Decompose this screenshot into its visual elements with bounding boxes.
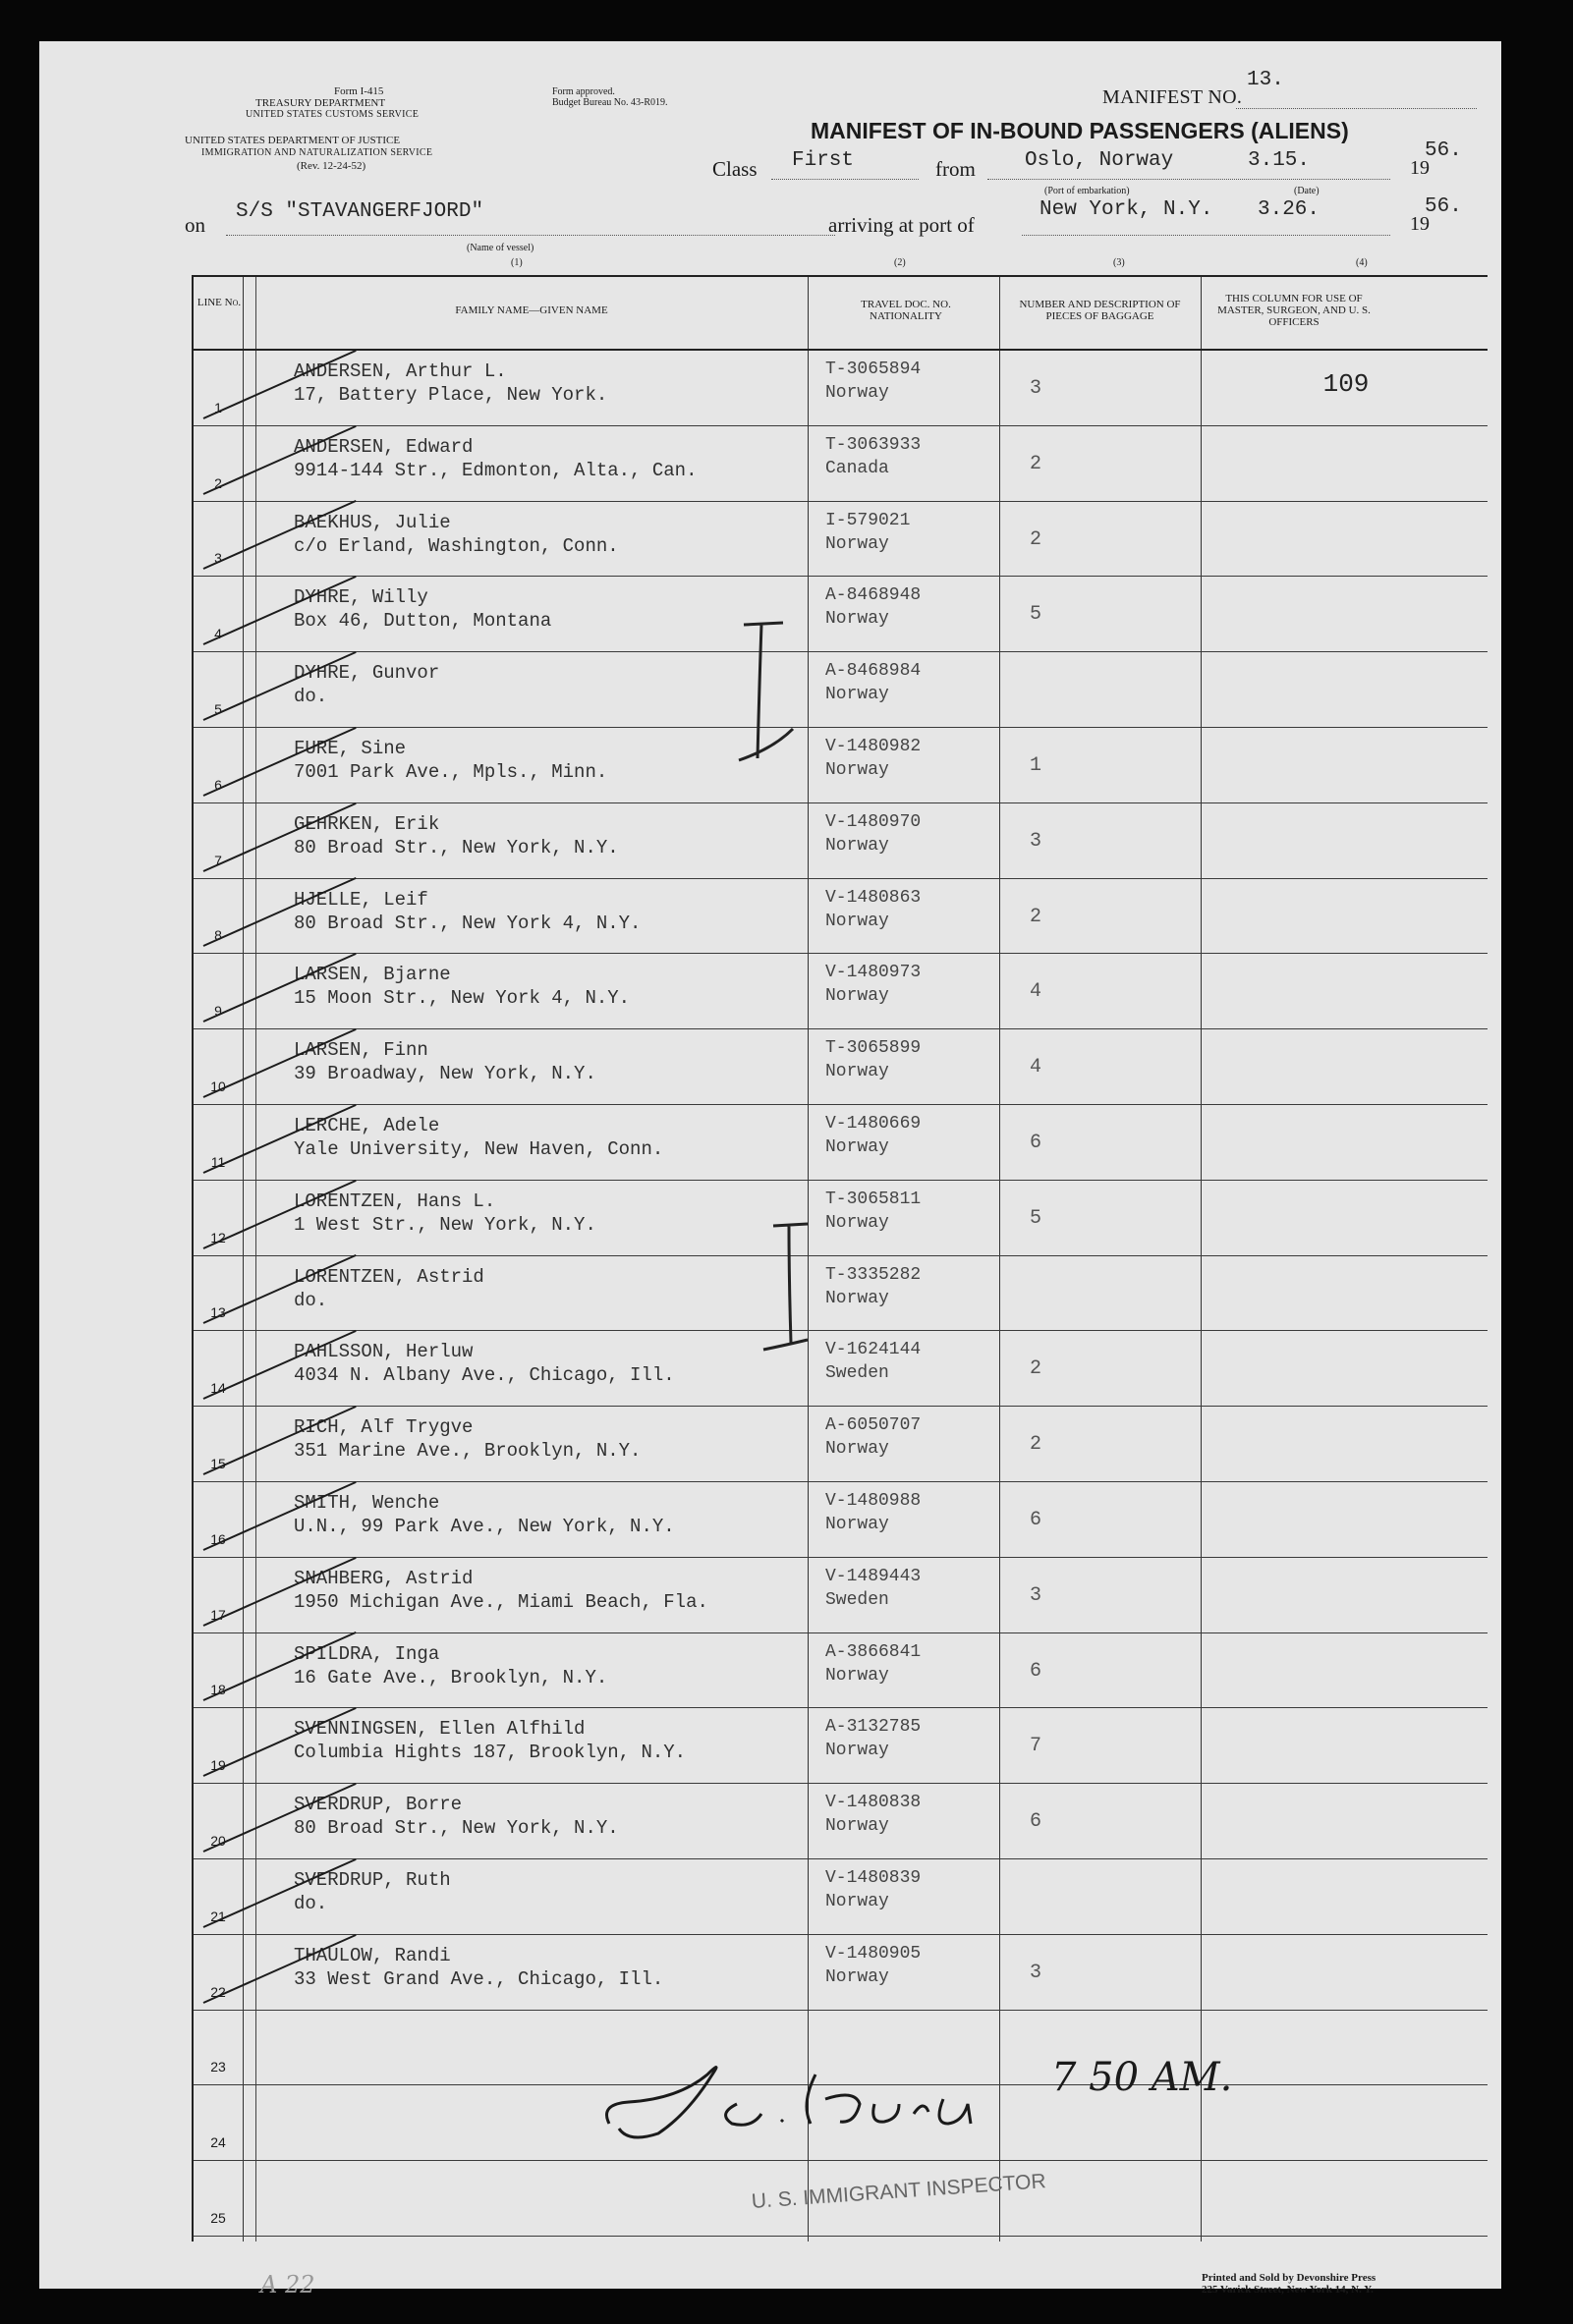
passenger-name: THAULOW, Randi: [294, 1944, 451, 1966]
travel-doc-number: V-1480988: [825, 1491, 922, 1511]
printer-line-2: 225 Varick Street, New York 14, N. Y.: [1202, 2284, 1374, 2296]
nationality: Norway: [825, 1439, 889, 1460]
handwritten-mark: [754, 1220, 822, 1357]
passenger-address: 9914-144 Str., Edmonton, Alta., Can.: [294, 459, 698, 481]
date-caption: (Date): [1294, 186, 1320, 196]
passenger-address: Yale University, New Haven, Conn.: [294, 1138, 664, 1160]
line-number: 11: [210, 1153, 226, 1170]
from-port: Oslo, Norway: [1025, 149, 1174, 172]
baggage-count: 6: [1029, 1509, 1041, 1531]
line-number: 19: [210, 1757, 226, 1774]
manifest-page: [39, 41, 1501, 2298]
table-row: [194, 1180, 1488, 1255]
class-label: Class: [712, 157, 758, 181]
table-row: [194, 802, 1488, 878]
table-row: [194, 1330, 1488, 1406]
passenger-address: 80 Broad Str., New York, N.Y.: [294, 1817, 619, 1840]
table-row: [194, 350, 1488, 425]
table-row: [194, 878, 1488, 954]
budget-bureau: Budget Bureau No. 43-R019.: [552, 97, 668, 108]
passenger-address: 17, Battery Place, New York.: [294, 384, 608, 406]
baggage-count: 2: [1029, 527, 1041, 551]
baggage-count: 2: [1029, 452, 1041, 475]
nationality: Canada: [825, 458, 889, 478]
col-num-2: (2): [894, 257, 906, 268]
baggage-count: 3: [1029, 829, 1041, 853]
passenger-address: Columbia Hights 187, Brooklyn, N.Y.: [294, 1742, 687, 1764]
manifest-title: MANIFEST OF IN-BOUND PASSENGERS (ALIENS): [811, 118, 1349, 143]
table-row: [194, 1557, 1488, 1632]
table-row: [194, 1104, 1488, 1180]
passenger-address: do.: [294, 686, 328, 708]
passenger-address: 351 Marine Ave., Brooklyn, N.Y.: [294, 1440, 642, 1463]
from-date: 3.15.: [1248, 149, 1311, 172]
passenger-address: Box 46, Dutton, Montana: [294, 610, 552, 633]
travel-doc-number: T-3065811: [825, 1189, 922, 1209]
baggage-count: 4: [1029, 980, 1041, 1004]
baggage-count: 1: [1029, 754, 1041, 777]
travel-doc-number: V-1480838: [825, 1793, 922, 1813]
travel-doc-number: V-1489443: [825, 1566, 922, 1586]
printer-line-1: Printed and Sold by Devonshire Press: [1202, 2272, 1376, 2284]
line-number: 5: [214, 700, 222, 717]
passenger-address: 39 Broadway, New York, N.Y.: [294, 1063, 596, 1085]
arrival-year-label: 19: [1410, 213, 1430, 235]
table-row: [194, 501, 1488, 577]
nationality: Sweden: [825, 1589, 889, 1610]
table-row: [194, 1632, 1488, 1708]
table-row: [194, 1783, 1488, 1858]
baggage-count: 2: [1029, 1433, 1041, 1457]
passenger-address: U.N., 99 Park Ave., New York, N.Y.: [294, 1516, 675, 1537]
header-travel-doc: TRAVEL DOC. NO. NATIONALITY: [861, 299, 951, 322]
arrival-port: New York, N.Y.: [1039, 198, 1213, 221]
travel-doc-number: A-8468948: [825, 585, 922, 606]
table-row: [194, 1858, 1488, 1934]
travel-doc-number: A-3132785: [825, 1717, 922, 1738]
passenger-address: do.: [294, 1289, 328, 1311]
port-embark-caption: (Port of embarkation): [1044, 186, 1130, 196]
inspector-signature: [590, 2045, 1022, 2143]
baggage-count: 6: [1029, 1132, 1041, 1154]
inspector-stamp: U. S. IMMIGRANT INSPECTOR: [751, 2170, 1047, 2213]
header-officers: THIS COLUMN FOR USE OF MASTER, SURGEON, AND U. S. OFFICERS: [1217, 293, 1371, 328]
travel-doc-number: T-3063933: [825, 434, 922, 455]
form-approved: Form approved.: [552, 86, 615, 97]
table-row: [194, 1934, 1488, 2010]
passenger-address: 80 Broad Str., New York, N.Y.: [294, 836, 619, 858]
table-row: [194, 651, 1488, 727]
passenger-address: 80 Broad Str., New York 4, N.Y.: [294, 912, 642, 934]
line-number: 10: [210, 1078, 226, 1094]
passenger-name: RICH, Alf Trygve: [294, 1416, 474, 1439]
line-number: 2: [214, 474, 222, 491]
passenger-name: SVERDRUP, Borre: [294, 1794, 463, 1816]
line-number: 9: [214, 1003, 222, 1020]
col-num-4: (4): [1356, 257, 1368, 268]
table-row: [194, 1028, 1488, 1104]
arriving-label: arriving at port of: [828, 213, 975, 237]
passenger-name: SNAHBERG, Astrid: [294, 1567, 474, 1589]
arrival-date: 3.26.: [1258, 198, 1320, 221]
customs-service: UNITED STATES CUSTOMS SERVICE: [246, 109, 420, 120]
passenger-address: 15 Moon Str., New York 4, N.Y.: [294, 987, 631, 1010]
header-baggage: NUMBER AND DESCRIPTION OF PIECES OF BAGGAGE: [1019, 299, 1181, 322]
travel-doc-number: V-1480905: [825, 1943, 922, 1964]
line-number: 1: [214, 399, 222, 415]
passenger-name: ANDERSEN, Arthur L.: [294, 360, 507, 382]
travel-doc-number: V-1480669: [825, 1114, 922, 1134]
line-number: 3: [214, 550, 222, 567]
corner-note: A 22: [260, 2271, 315, 2298]
travel-doc-number: V-1480970: [825, 811, 922, 832]
travel-doc-number: V-1480973: [825, 963, 922, 983]
passenger-name: LARSEN, Finn: [294, 1039, 428, 1062]
line-number: 4: [214, 626, 222, 642]
line-number: 8: [214, 927, 222, 944]
passenger-name: GEHRKEN, Erik: [294, 812, 440, 835]
nationality: Norway: [825, 1741, 889, 1761]
passenger-name: FURE, Sine: [294, 738, 407, 759]
line-number: 20: [210, 1832, 226, 1849]
table-row: [194, 1707, 1488, 1783]
travel-doc-number: V-1624144: [825, 1340, 922, 1360]
travel-doc-number: A-3866841: [825, 1641, 922, 1662]
passenger-name: SMITH, Wenche: [294, 1492, 440, 1514]
nationality: Norway: [825, 1515, 889, 1534]
arrival-year: 56.: [1425, 195, 1462, 218]
passenger-name: LARSEN, Bjarne: [294, 964, 451, 986]
nationality: Norway: [825, 1665, 889, 1686]
col-num-1: (1): [511, 257, 523, 268]
passenger-name: SVERDRUP, Ruth: [294, 1869, 451, 1891]
col-num-3: (3): [1113, 257, 1125, 268]
header-name: FAMILY NAME—GIVEN NAME: [455, 304, 608, 316]
nationality: Norway: [825, 1816, 889, 1837]
travel-doc-number: V-1480982: [825, 737, 922, 756]
from-year: 56.: [1425, 139, 1462, 162]
nationality: Norway: [825, 533, 889, 554]
travel-doc-number: A-6050707: [825, 1415, 922, 1436]
handwritten-mark: [734, 621, 803, 768]
baggage-count: 3: [1029, 1583, 1041, 1607]
nationality: Norway: [825, 1892, 889, 1911]
baggage-count: 7: [1029, 1735, 1041, 1758]
check-mark: [203, 651, 357, 721]
baggage-count: 2: [1029, 1357, 1041, 1381]
table-row: [194, 953, 1488, 1028]
form-number: Form I-415: [334, 85, 384, 97]
passenger-address: 7001 Park Ave., Mpls., Minn.: [294, 761, 608, 783]
manifest-no-label: MANIFEST NO.: [1102, 86, 1243, 108]
line-number: 13: [210, 1304, 226, 1321]
passenger-name: DYHRE, Willy: [294, 586, 428, 609]
passenger-address: 1950 Michigan Ave., Miami Beach, Fla.: [294, 1590, 708, 1613]
nationality: Norway: [825, 1966, 889, 1987]
nationality: Sweden: [825, 1363, 889, 1384]
header-line-no: LINE No.: [197, 297, 242, 308]
passenger-address: c/o Erland, Washington, Conn.: [294, 534, 619, 557]
passenger-address: 16 Gate Ave., Brooklyn, N.Y.: [294, 1666, 608, 1688]
baggage-count: 6: [1029, 1810, 1041, 1834]
line-number: 15: [210, 1455, 226, 1471]
travel-doc-number: A-8468984: [825, 661, 922, 682]
nationality: Norway: [825, 609, 889, 630]
revision-date: (Rev. 12-24-52): [297, 160, 366, 172]
line-number: 22: [210, 1983, 226, 2000]
passenger-name: PAHLSSON, Herluw: [294, 1341, 474, 1363]
treasury-dept: TREASURY DEPARTMENT: [255, 97, 386, 109]
line-number: 23: [210, 2059, 226, 2075]
baggage-count: 4: [1029, 1056, 1041, 1079]
passenger-address: 1 West Str., New York, N.Y.: [294, 1213, 596, 1236]
table-row: [194, 727, 1488, 802]
manifest-number: 13.: [1247, 69, 1284, 91]
line-number: 7: [214, 852, 222, 868]
passenger-name: LORENTZEN, Hans L.: [294, 1190, 496, 1212]
nationality: Norway: [825, 1288, 889, 1308]
travel-doc-number: I-579021: [825, 510, 911, 530]
line-number: 24: [210, 2134, 226, 2151]
baggage-count: 5: [1029, 603, 1041, 627]
table-row: [194, 1406, 1488, 1481]
passenger-name: LERCHE, Adele: [294, 1115, 440, 1136]
vessel-name: S/S "STAVANGERFJORD": [236, 200, 484, 223]
check-mark: [203, 1858, 357, 1928]
baggage-count: 2: [1029, 905, 1041, 928]
line-number: 17: [210, 1606, 226, 1623]
line-number: 18: [210, 1682, 226, 1698]
baggage-count: 3: [1029, 1961, 1041, 1984]
passenger-name: BAEKHUS, Julie: [294, 511, 451, 533]
passenger-name: SPILDRA, Inga: [294, 1642, 440, 1665]
line-number: 12: [210, 1229, 226, 1245]
justice-dept: UNITED STATES DEPARTMENT OF JUSTICE: [185, 135, 401, 146]
passenger-address: do.: [294, 1893, 328, 1914]
nationality: Norway: [825, 986, 889, 1007]
nationality: Norway: [825, 1062, 889, 1082]
table-row: [194, 576, 1488, 651]
line-number: 21: [210, 1908, 226, 1924]
passenger-name: SVENNINGSEN, Ellen Alfhild: [294, 1718, 586, 1741]
passenger-address: 4034 N. Albany Ave., Chicago, Ill.: [294, 1364, 675, 1387]
passenger-name: HJELLE, Leif: [294, 888, 428, 911]
table-row: [194, 425, 1488, 501]
vessel-caption: (Name of vessel): [467, 243, 534, 253]
line-number: 16: [210, 1530, 226, 1547]
passenger-name: DYHRE, Gunvor: [294, 662, 440, 685]
passenger-name: ANDERSEN, Edward: [294, 435, 474, 458]
line-number: 6: [214, 776, 222, 793]
row-divider: [194, 2236, 1488, 2237]
baggage-count: 5: [1029, 1206, 1041, 1230]
line-number: 14: [210, 1380, 226, 1397]
baggage-count: 3: [1029, 377, 1041, 400]
arrival-time: 7 50 AM.: [1051, 2055, 1233, 2100]
nationality: Norway: [825, 685, 889, 705]
officer-remark: 109: [1322, 369, 1370, 399]
nationality: Norway: [825, 1137, 889, 1157]
table-row: [194, 1481, 1488, 1557]
nationality: Norway: [825, 1212, 889, 1233]
travel-doc-number: V-1480839: [825, 1868, 922, 1888]
passenger-address: 33 West Grand Ave., Chicago, Ill.: [294, 1967, 664, 1990]
from-label: from: [935, 157, 976, 181]
on-label: on: [185, 213, 205, 237]
ins-service: IMMIGRATION AND NATURALIZATION SERVICE: [201, 147, 433, 158]
table-row: [194, 1255, 1488, 1331]
passenger-name: LORENTZEN, Astrid: [294, 1265, 484, 1288]
passenger-table: [192, 275, 1488, 2241]
nationality: Norway: [825, 760, 889, 780]
travel-doc-number: T-3065894: [825, 360, 922, 379]
nationality: Norway: [825, 835, 889, 856]
class-value: First: [792, 149, 855, 172]
line-number: 25: [210, 2209, 226, 2226]
travel-doc-number: T-3335282: [825, 1264, 922, 1285]
nationality: Norway: [825, 383, 889, 403]
baggage-count: 6: [1029, 1659, 1041, 1683]
from-year-label: 19: [1410, 157, 1430, 179]
travel-doc-number: V-1480863: [825, 887, 922, 908]
travel-doc-number: T-3065899: [825, 1038, 922, 1059]
nationality: Norway: [825, 911, 889, 931]
check-mark: [203, 1254, 357, 1324]
